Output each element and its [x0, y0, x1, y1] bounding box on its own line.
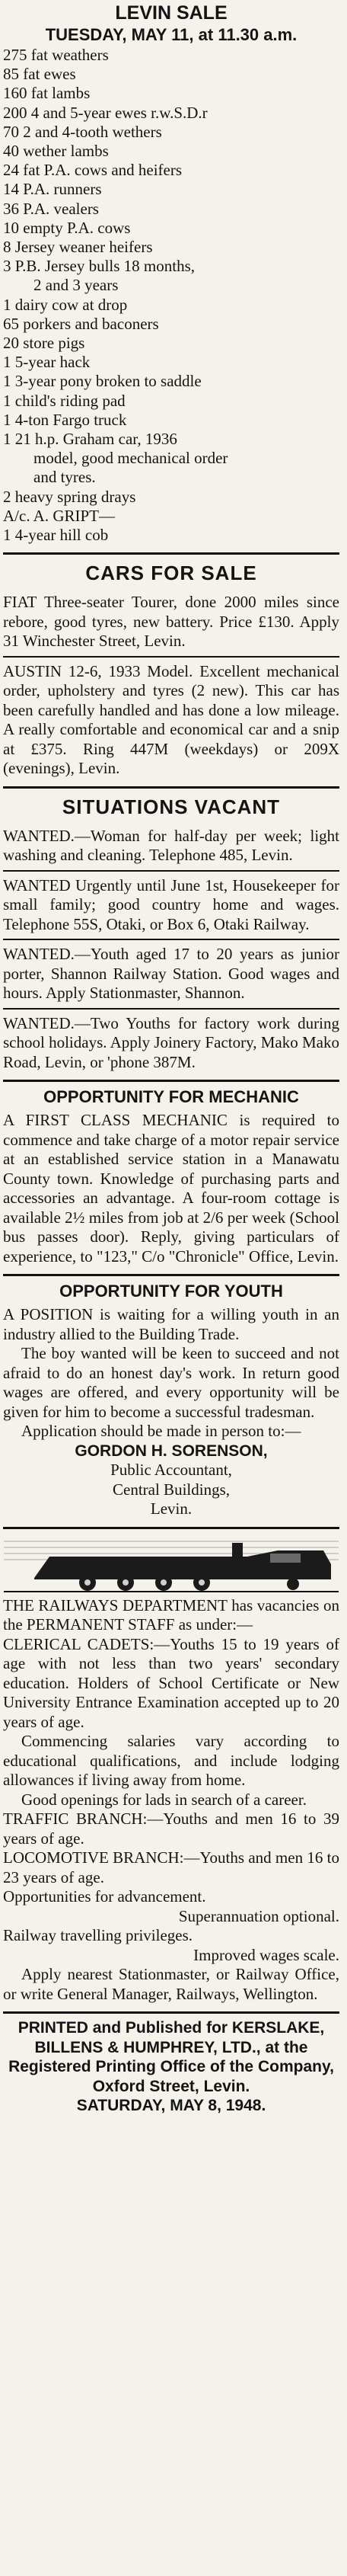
railways-travel: Railway travelling privileges. — [3, 1926, 193, 1945]
sale-item: 1 5-year hack — [3, 353, 91, 372]
divider — [3, 1080, 339, 1082]
divider — [3, 786, 339, 789]
railways-loco: LOCOMOTIVE BRANCH:—Youths and men 16 to 23 years of age. — [3, 1848, 339, 1886]
railways-ad — [3, 1596, 339, 2005]
car-ad-fiat — [3, 593, 339, 651]
situation-ad — [3, 876, 339, 935]
divider — [3, 870, 339, 872]
printer-imprint: PRINTED and Published for KERSLAKE, BILLENS & HUMPHREY, LTD., at the Registered Printing Office of the Company, Oxford Street, Levin. — [8, 2019, 334, 2095]
issue-date: SATURDAY, MAY 8, 1948. — [76, 2097, 266, 2115]
sale-item: and tyres. — [33, 468, 96, 487]
divider — [3, 1274, 339, 1276]
cars-header: CARS FOR SALE — [85, 562, 257, 585]
situation-ad-text: WANTED Urgently until June 1st, Housekeeper for small family; good country home and wages. Telephone 55S, Otaki, or Box 6, Otaki Railway. — [3, 875, 339, 933]
sale-date: TUESDAY, MAY 11, at 11.30 a.m. — [45, 25, 298, 44]
sale-item: 10 empty P.A. cows — [3, 218, 131, 237]
railways-apply: Apply nearest Stationmaster, or Railway Office, or write General Manager, Railways, Wellington. — [3, 1965, 339, 2003]
situation-ad-text: WANTED.—Woman for half-day per week; light washing and cleaning. Telephone 485, Levin. — [3, 826, 339, 865]
sale-item: 20 store pigs — [3, 334, 85, 353]
divider — [3, 552, 339, 555]
youth-contact-address: Central Buildings, — [113, 1480, 230, 1499]
sale-item: 1 dairy cow at drop — [3, 295, 128, 314]
railways-super: Superannuation optional. — [178, 1906, 339, 1925]
sale-item: 200 4 and 5-year ewes r.w.S.D.r — [3, 103, 208, 122]
youth-contact-town: Levin. — [150, 1499, 193, 1518]
sale-title: LEVIN SALE — [115, 2, 228, 24]
youth-contact-title: Public Accountant, — [110, 1461, 232, 1480]
sale-item: 1 4-ton Fargo truck — [3, 410, 127, 429]
sale-item: 2 heavy spring drays — [3, 487, 136, 506]
sale-item: 3 P.B. Jersey bulls 18 months, — [3, 257, 196, 276]
railways-clerical: CLERICAL CADETS:—Youths 15 to 19 years of age with not less than two years' secondary education. Holders of School Certificate or New University Entrance Examination accepted up to 20 years of age. — [3, 1634, 339, 1731]
sale-item: 14 P.A. runners — [3, 180, 102, 199]
sale-item: 24 fat P.A. cows and heifers — [3, 161, 183, 180]
sale-item: 65 porkers and baconers — [3, 314, 159, 333]
car-ad-text: AUSTIN 12-6, 1933 Model. Excellent mechanical order, upholstery and tyres (2 new). This car has been carefully handled and has done a low mileage. A really comfortable and economical car and a snip at £375. Ring 447M (weekdays) or 209X (evenings), Levin. — [3, 661, 339, 778]
sale-item: 40 wether lambs — [3, 142, 109, 161]
mechanic-ad-text: A FIRST CLASS MECHANIC is required to commence and take charge of a motor repair service at an established service station in a Manawatu County town. Knowledge of purchasing parts and accessories an advantage. A four-room cottage is available 2½ miles from job at 2/6 per week (School bus passes door). Reply, giving particulars of experience, to "123," C/o "Chronicle" Office, Levin. — [3, 1111, 339, 1266]
situation-ad-text: WANTED.—Youth aged 17 to 20 years as junior porter, Shannon Railway Station. Good wages and hours. Apply Stationmaster, Shannon. — [3, 945, 339, 1003]
mechanic-header: OPPORTUNITY FOR MECHANIC — [43, 1087, 299, 1107]
sale-item: 36 P.A. vealers — [3, 199, 99, 218]
sale-item: A/c. A. GRIPT— — [3, 506, 115, 525]
sale-item: 8 Jersey weaner heifers — [3, 238, 153, 257]
divider — [3, 2011, 339, 2014]
youth-header: OPPORTUNITY FOR YOUTH — [59, 1282, 283, 1301]
youth-ad — [3, 1305, 339, 1519]
sale-item: 1 21 h.p. Graham car, 1936 — [3, 430, 177, 449]
youth-ad-text: Application should be made in person to:— — [21, 1422, 301, 1441]
sale-item: 85 fat ewes — [3, 65, 76, 84]
railways-salaries: Commencing salaries vary according to educational qualifications, and include lodging allowances if living away from home. — [3, 1732, 339, 1790]
railways-prospects: Good openings for lads in search of a career. — [21, 1790, 307, 1809]
sale-item: 1 3-year pony broken to saddle — [3, 372, 202, 391]
situation-ad — [3, 945, 339, 1003]
situation-ad — [3, 827, 339, 866]
railways-advancement: Opportunities for advancement. — [3, 1887, 206, 1906]
railways-traffic: TRAFFIC BRANCH:—Youths and men 16 to 39 years of age. — [3, 1810, 339, 1848]
sale-item: 1 4-year hill cob — [3, 526, 109, 545]
sale-item: 160 fat lambs — [3, 84, 91, 103]
mechanic-ad — [3, 1111, 339, 1266]
divider — [3, 1527, 339, 1529]
railways-wages: Improved wages scale. — [193, 1945, 339, 1964]
sale-items — [3, 46, 339, 545]
youth-contact-name: GORDON H. SORENSON, — [75, 1442, 268, 1460]
sale-item: 275 fat weathers — [3, 46, 109, 64]
sale-item: model, good mechanical order — [33, 449, 228, 468]
car-ad-text: FIAT Three-seater Tourer, done 2000 miles since rebore, good tyres, new battery. Price £130. Apply 31 Winchester Street, Levin. — [3, 593, 339, 651]
situation-ad-text: WANTED.—Two Youths for factory work during school holidays. Apply Joinery Factory, Mako Mako Road, Levin, or 'phone 387M. — [3, 1013, 339, 1071]
locomotive-icon — [3, 1534, 339, 1593]
situation-ad — [3, 1014, 339, 1073]
sale-item: 1 child's riding pad — [3, 391, 126, 410]
youth-ad-text: A POSITION is waiting for a willing youth in an industry allied to the Building Trade. — [3, 1305, 339, 1343]
sale-item: 2 and 3 years — [33, 276, 119, 295]
sale-item: 70 2 and 4-tooth wethers — [3, 122, 162, 141]
divider — [3, 1008, 339, 1010]
situations-header: SITUATIONS VACANT — [62, 795, 281, 818]
car-ad-austin — [3, 662, 339, 779]
divider — [3, 656, 339, 658]
railways-intro: THE RAILWAYS DEPARTMENT has vacancies on the PERMANENT STAFF as under:— — [3, 1595, 339, 1634]
divider — [3, 939, 339, 940]
youth-ad-text: The boy wanted will be keen to succeed and not afraid to do an honest day's work. In return good wages are offered, and every opportunity will be given for him to become a successful tradesman. — [3, 1344, 339, 1421]
